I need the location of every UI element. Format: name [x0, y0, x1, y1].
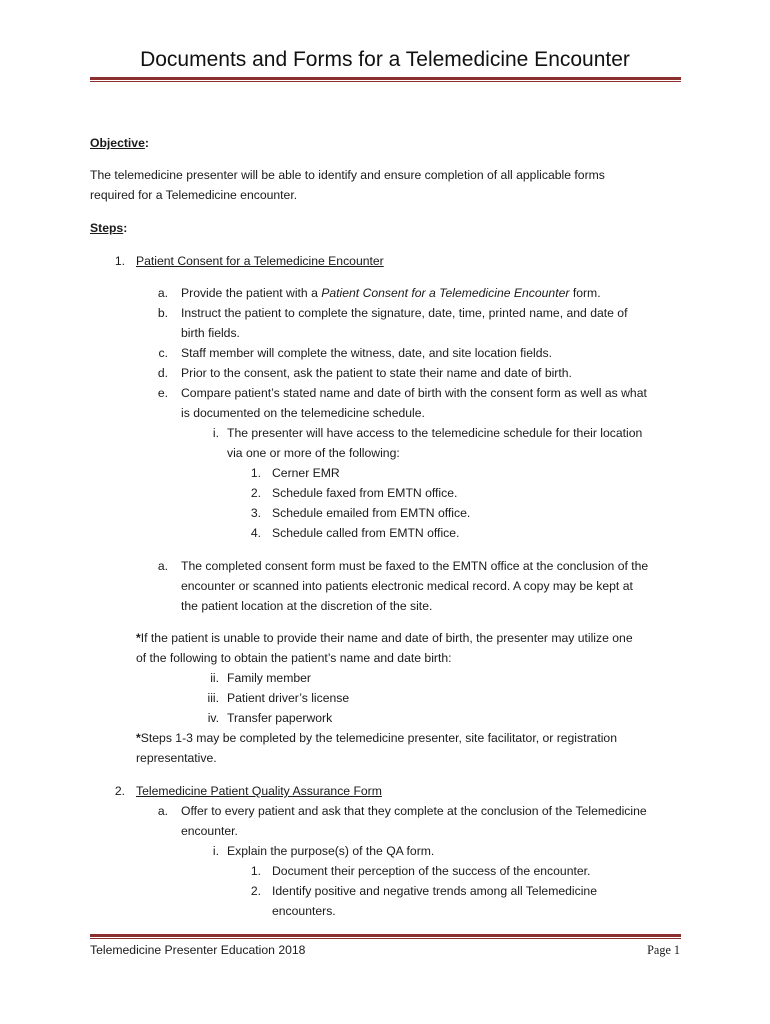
s2-sublist-2-line-2: encounters. — [272, 904, 336, 918]
sublist-4-text: Schedule called from EMTN office. — [272, 526, 460, 540]
section-2-number: 2. — [114, 784, 125, 798]
item-a2-line-3: the patient location at the discretion of the site. — [181, 599, 433, 613]
item-b-marker: b. — [157, 306, 168, 320]
item-c-marker: c. — [158, 346, 168, 360]
sublist-2-text: Schedule faxed from EMTN office. — [272, 486, 458, 500]
note-1-line-1: *If the patient is unable to provide their name and date of birth, the presenter may utilize one — [136, 631, 633, 645]
document-title: Documents and Forms for a Telemedicine Encounter — [140, 48, 630, 71]
sublist-3-text: Schedule emailed from EMTN office. — [272, 506, 471, 520]
item-a2-line-2: encounter or scanned into patients electronic medical record. A copy may be kept at — [181, 579, 633, 593]
s2-item-a-line-1: Offer to every patient and ask that they complete at the conclusion of the Telemedicine — [181, 804, 647, 818]
s2-item-i-text: Explain the purpose(s) of the QA form. — [227, 844, 435, 858]
item-a2-marker: a. — [157, 559, 168, 573]
item-a-text: Provide the patient with a Patient Consent for a Telemedicine Encounter form. — [181, 286, 601, 300]
s2-sublist-1-marker: 1. — [250, 864, 261, 878]
note-2-line-2: representative. — [136, 751, 217, 765]
roman-iii-text: Patient driver’s license — [227, 691, 350, 705]
item-e-line-1: Compare patient’s stated name and date of birth with the consent form as well as what — [181, 386, 647, 400]
item-e-marker: e. — [157, 386, 168, 400]
roman-iii-marker: iii. — [207, 691, 219, 705]
item-i-line-2: via one or more of the following: — [227, 446, 400, 460]
item-i-line-1: The presenter will have access to the telemedicine schedule for their location — [227, 426, 643, 440]
footer-left-text: Telemedicine Presenter Education 2018 — [90, 943, 306, 957]
objective-line-1: The telemedicine presenter will be able to identify and ensure completion of all applicable forms — [90, 168, 605, 182]
sublist-4-marker: 4. — [250, 526, 261, 540]
item-c-text: Staff member will complete the witness, date, and site location fields. — [181, 346, 552, 360]
sublist-2-marker: 2. — [250, 486, 261, 500]
s2-item-i-marker: i. — [212, 844, 219, 858]
s2-sublist-2-line-1: Identify positive and negative trends among all Telemedicine — [272, 884, 597, 898]
steps-heading: Steps: — [90, 221, 128, 235]
item-d-marker: d. — [157, 366, 168, 380]
section-1-number: 1. — [114, 254, 125, 268]
section-1-title: Patient Consent for a Telemedicine Encounter — [136, 254, 384, 268]
sublist-1-text: Cerner EMR — [272, 466, 340, 480]
s2-item-a-line-2: encounter. — [181, 824, 238, 838]
footer-divider — [90, 934, 681, 939]
objective-line-2: required for a Telemedicine encounter. — [90, 188, 298, 202]
s2-sublist-1-text: Document their perception of the success of the encounter. — [272, 864, 591, 878]
page-number: Page 1 — [647, 943, 680, 957]
sublist-3-marker: 3. — [250, 506, 261, 520]
item-b-line-2: birth fields. — [181, 326, 240, 340]
roman-iv-marker: iv. — [207, 711, 219, 725]
sublist-1-marker: 1. — [250, 466, 261, 480]
s2-sublist-2-marker: 2. — [250, 884, 261, 898]
item-b-line-1: Instruct the patient to complete the signature, date, time, printed name, and date of — [181, 306, 628, 320]
item-a-marker: a. — [157, 286, 168, 300]
note-1-line-2: of the following to obtain the patient’s name and date birth: — [136, 651, 452, 665]
s2-item-a-marker: a. — [157, 804, 168, 818]
item-i-marker: i. — [212, 426, 219, 440]
objective-heading: Objective: — [90, 136, 149, 150]
item-d-text: Prior to the consent, ask the patient to state their name and date of birth. — [181, 366, 572, 380]
section-2-title: Telemedicine Patient Quality Assurance Form — [136, 784, 382, 798]
roman-iv-text: Transfer paperwork — [227, 711, 333, 725]
note-2-line-1: *Steps 1-3 may be completed by the telemedicine presenter, site facilitator, or registration — [136, 731, 617, 745]
roman-ii-marker: ii. — [210, 671, 219, 685]
roman-ii-text: Family member — [227, 671, 311, 685]
item-a2-line-1: The completed consent form must be faxed to the EMTN office at the conclusion of the — [181, 559, 649, 573]
title-divider — [90, 77, 681, 82]
item-e-line-2: is documented on the telemedicine schedule. — [181, 406, 425, 420]
